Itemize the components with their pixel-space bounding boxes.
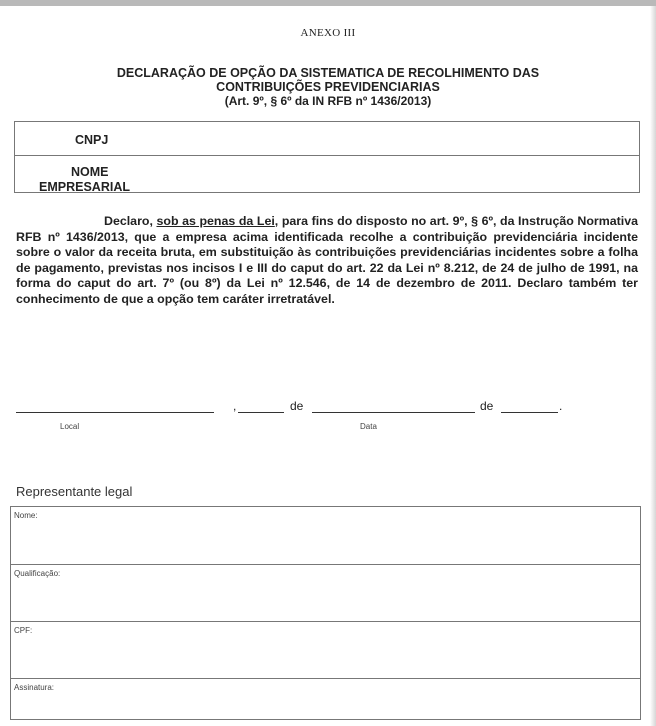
name-field-label: Nome:	[14, 511, 38, 520]
document-title-line-1: DECLARAÇÃO DE OPÇÃO DA SISTEMATICA DE RECOLHIMENTO DAS	[116, 66, 540, 80]
date-de-2: de	[480, 399, 494, 413]
representative-cpf-field[interactable]	[10, 621, 641, 678]
date-de-1: de	[290, 399, 304, 413]
declaration-body: , para fins do disposto no art. 9º, § 6º, da Instrução Normativa RFB nº 1436/2013, que a empresa acima identificada recolhe a contribuição previdenciária incidente sobre o valor da receita bruta, em substituição às contribuições previdenciárias incidentes sobre a folha de pagamento, previstas nos incisos I e III do caput do art. 22 da Lei nº 8.212, de 24 de julho de 1991, na forma do caput do art. 7º (ou 8º) da Lei nº 12.546, de 14 de dezembro de 2011. Declaro também ter conhecimento de que a opção tem caráter irretratável.	[16, 214, 639, 306]
document-title-reference: (Art. 9º, § 6º da IN RFB nº 1436/2013)	[224, 94, 432, 108]
day-blank-line	[238, 412, 284, 413]
date-caption: Data	[360, 422, 377, 431]
representative-signature-field[interactable]	[10, 678, 641, 720]
legal-representative-heading: Representante legal	[16, 484, 133, 499]
signature-field-label: Assinatura:	[14, 683, 55, 692]
company-identification-table	[14, 121, 640, 193]
declaration-intro: Declaro,	[104, 214, 157, 228]
top-edge	[0, 0, 656, 6]
company-name-label-line-2: EMPRESARIAL	[39, 180, 130, 194]
year-blank-line	[501, 412, 558, 413]
cnpj-label: CNPJ	[75, 133, 109, 147]
declaration-underlined-phrase: sob as penas da Lei	[156, 214, 275, 228]
representative-qualification-field[interactable]	[10, 564, 641, 621]
qualification-field-label: Qualificação:	[14, 569, 61, 578]
document-title-line-2: CONTRIBUIÇÕES PREVIDENCIARIAS	[216, 80, 440, 94]
local-caption: Local	[60, 422, 80, 431]
date-comma: ,	[233, 399, 237, 413]
representative-name-field[interactable]	[10, 506, 641, 564]
company-name-label-line-1: NOME	[71, 165, 109, 179]
annex-heading: ANEXO III	[300, 27, 356, 39]
declaration-text	[16, 214, 638, 308]
date-period: .	[559, 399, 563, 413]
page-edge-shadow	[650, 6, 656, 726]
cpf-field-label: CPF:	[14, 626, 33, 635]
table-divider	[15, 155, 639, 156]
month-blank-line	[312, 412, 475, 413]
local-blank-line	[16, 412, 214, 413]
